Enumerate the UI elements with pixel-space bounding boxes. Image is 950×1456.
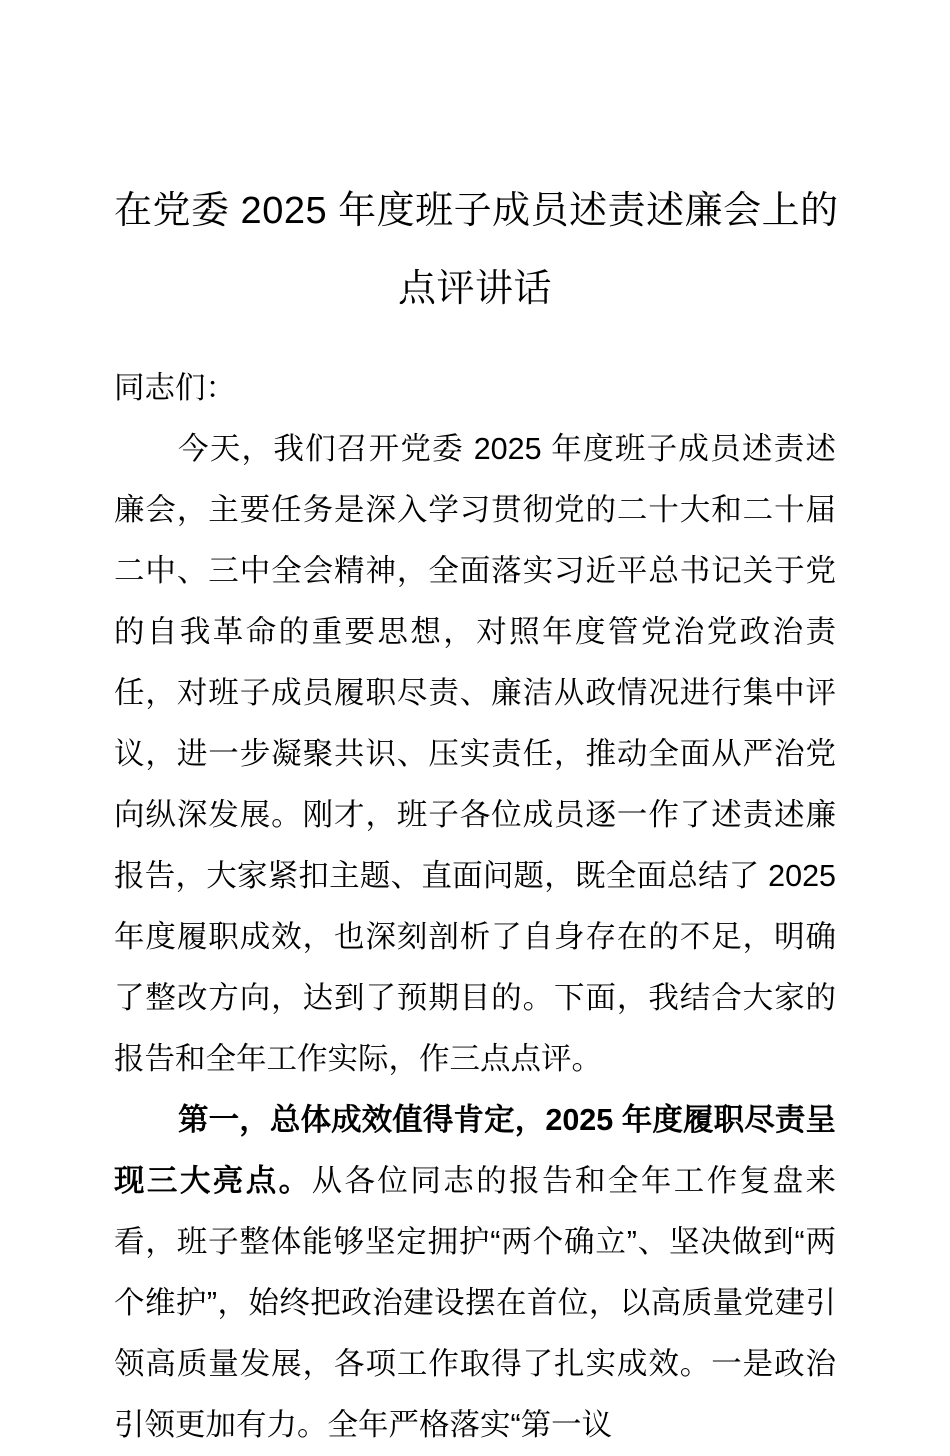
section-one-body: 从各位同志的报告和全年工作复盘来看，班子整体能够坚定拥护“两个确立”、坚决做到“两个维护”，始终把政治建设摆在首位，以高质量党建引领高质量发展，各项工作取得了扎实成效。一是政治引领更加有力。全年严格落实“第一议	[114, 1164, 837, 1442]
document-body	[114, 0, 839, 1456]
page-title-line-2: 点评讲话	[397, 268, 552, 310]
paragraph-section-one	[114, 1090, 836, 1456]
salutation: 同志们：	[114, 371, 236, 405]
page-title-line-1: 在党委 2025 年度班子成员述责述廉会上的	[114, 190, 839, 232]
section-one-bold-lead: 第一，总体成效值得肯定，2025 年度履职尽责呈现三大亮点。	[114, 1103, 836, 1198]
page-title	[114, 0, 839, 328]
paragraph-opening: 今天，我们召开党委 2025 年度班子成员述责述廉会，主要任务是深入学习贯彻党的二十大和二十届二中、三中全会精神，全面落实习近平总书记关于党的自我革命的重要思想，对照年度管党治党政治责任，对班子成员履职尽责、廉洁从政情况进行集中评议，进一步凝聚共识、压实责任，推动全面从严治党向纵深发展。刚才，班子各位成员逐一作了述责述廉报告，大家紧扣主题、直面问题，既全面总结了 2025 年度履职成效，也深刻剖析了自身存在的不足，明确了整改方向，达到了预期目的。下面，我结合大家的报告和全年工作实际，作三点点评。	[114, 432, 836, 1076]
